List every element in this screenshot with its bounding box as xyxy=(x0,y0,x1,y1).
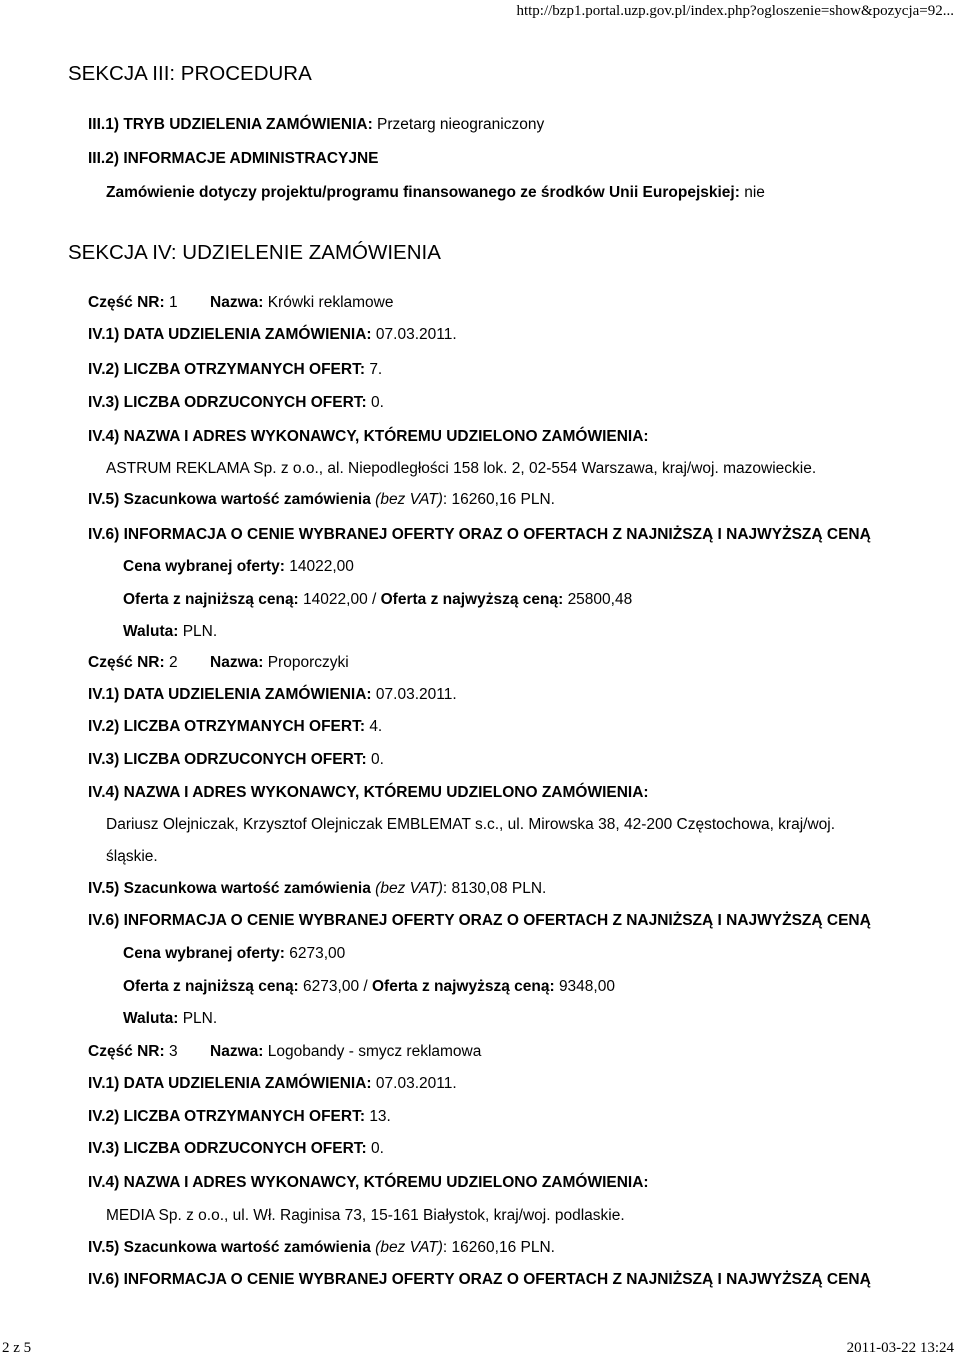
rejected-value: 0. xyxy=(371,751,384,768)
offers-row xyxy=(88,361,382,379)
rejected-row xyxy=(88,394,384,412)
date-label: IV.1) DATA UDZIELENIA ZAMÓWIENIA: xyxy=(88,686,372,703)
lowest-value: 14022,00 xyxy=(303,591,368,608)
value-amount: 8130,08 PLN. xyxy=(451,880,547,897)
currency-value: PLN. xyxy=(182,1010,218,1027)
date-value: 07.03.2011. xyxy=(375,686,457,703)
date-row xyxy=(88,686,457,704)
date-row xyxy=(88,326,457,344)
date-row xyxy=(88,1075,457,1093)
eu-value: nie xyxy=(744,184,765,201)
value-vat: (bez VAT) xyxy=(375,491,443,508)
highest-label: Oferta z najwyższą ceną: xyxy=(380,591,564,608)
rejected-value: 0. xyxy=(371,1140,384,1157)
rejected-label: IV.3) LICZBA ODRZUCONYCH OFERT: xyxy=(88,751,367,768)
offers-row xyxy=(88,1108,391,1126)
page-url-header: http://bzp1.portal.uzp.gov.pl/index.php?ogloszenie=show&pozycja=92... xyxy=(516,3,954,19)
lowest-label: Oferta z najniższą ceną: xyxy=(123,978,299,995)
value-row: IV.5) Szacunkowa wartość zamówienia (bez VAT): 16260,16 PLN. xyxy=(88,491,555,508)
highest-label: Oferta z najwyższą ceną: xyxy=(372,978,555,995)
selected-price-label: Cena wybranej oferty: xyxy=(123,945,285,962)
offers-label: IV.2) LICZBA OTRZYMANYCH OFERT: xyxy=(88,1108,365,1125)
rejected-label: IV.3) LICZBA ODRZUCONYCH OFERT: xyxy=(88,1140,367,1157)
highest-value: 9348,00 xyxy=(558,978,615,995)
price-info-label: IV.6) INFORMACJA O CENIE WYBRANEJ OFERTY ORAZ O OFERTACH Z NAJNIŻSZĄ I NAJWYŻSZĄ CENĄ xyxy=(88,526,871,543)
tryb-value: Przetarg nieograniczony xyxy=(377,116,545,133)
contractor-value-line2: śląskie. xyxy=(106,848,158,865)
czesc-label: Część NR: xyxy=(88,654,165,671)
tryb-label: III.1) TRYB UDZIELENIA ZAMÓWIENIA: xyxy=(88,116,373,133)
selected-price-label: Cena wybranej oferty: xyxy=(123,558,285,575)
highest-value: 25800,48 xyxy=(567,591,633,608)
czesc-label: Część NR: xyxy=(88,1043,165,1060)
contractor-label: IV.4) NAZWA I ADRES WYKONAWCY, KTÓREMU UDZIELONO ZAMÓWIENIA: xyxy=(88,428,649,445)
value-amount: 16260,16 PLN. xyxy=(451,1239,555,1256)
value-amount: 16260,16 PLN. xyxy=(451,491,555,508)
rejected-row xyxy=(88,751,384,769)
contractor-value: ASTRUM REKLAMA Sp. z o.o., al. Niepodległości 158 lok. 2, 02-554 Warszawa, kraj/woj. mazowieckie. xyxy=(106,460,817,477)
offers-row xyxy=(88,718,382,736)
contractor-value-line1: Dariusz Olejniczak, Krzysztof Olejniczak EMBLEMAT s.c., ul. Mirowska 38, 42-200 Częstochowa, kraj/woj. xyxy=(106,816,836,833)
rejected-label: IV.3) LICZBA ODRZUCONYCH OFERT: xyxy=(88,394,367,411)
part-nr: 1 xyxy=(168,294,178,311)
value-row: IV.5) Szacunkowa wartość zamówienia (bez VAT): 8130,08 PLN. xyxy=(88,880,547,897)
offers-label: IV.2) LICZBA OTRZYMANYCH OFERT: xyxy=(88,718,365,735)
value-vat: (bez VAT) xyxy=(375,1239,443,1256)
selected-price-row xyxy=(123,945,345,963)
value-label: IV.5) Szacunkowa wartość zamówienia xyxy=(88,880,371,897)
print-timestamp: 2011-03-22 13:24 xyxy=(846,1340,954,1356)
date-label: IV.1) DATA UDZIELENIA ZAMÓWIENIA: xyxy=(88,326,372,343)
value-row: IV.5) Szacunkowa wartość zamówienia (bez VAT): 16260,16 PLN. xyxy=(88,1239,555,1256)
value-label: IV.5) Szacunkowa wartość zamówienia xyxy=(88,491,371,508)
currency-row xyxy=(123,623,217,641)
date-label: IV.1) DATA UDZIELENIA ZAMÓWIENIA: xyxy=(88,1075,372,1092)
currency-label: Waluta: xyxy=(123,1010,179,1027)
contractor-label: IV.4) NAZWA I ADRES WYKONAWCY, KTÓREMU UDZIELONO ZAMÓWIENIA: xyxy=(88,784,649,801)
eu-label: Zamówienie dotyczy projektu/programu finansowanego ze środków Unii Europejskiej: xyxy=(106,184,740,201)
part-nr: 2 xyxy=(168,654,178,671)
lowest-label: Oferta z najniższą ceną: xyxy=(123,591,299,608)
currency-value: PLN. xyxy=(182,623,218,640)
section-3-title: SEKCJA III: PROCEDURA xyxy=(68,62,312,85)
offers-value: 7. xyxy=(369,361,383,378)
value-label: IV.5) Szacunkowa wartość zamówienia xyxy=(88,1239,371,1256)
offers-value: 13. xyxy=(369,1108,391,1125)
page-number: 2 z 5 xyxy=(2,1340,32,1356)
lowest-value: 6273,00 xyxy=(303,978,360,995)
rejected-row xyxy=(88,1140,384,1158)
low-high-row: Oferta z najniższą ceną: 6273,00 / Oferta z najwyższą ceną: 9348,00 xyxy=(123,978,615,995)
selected-price-value: 14022,00 xyxy=(289,558,354,575)
low-high-row: Oferta z najniższą ceną: 14022,00 / Oferta z najwyższą ceną: 25800,48 xyxy=(123,591,633,608)
value-vat: (bez VAT) xyxy=(375,880,443,897)
date-value: 07.03.2011. xyxy=(375,326,457,343)
info-admin-label: III.2) INFORMACJE ADMINISTRACYJNE xyxy=(88,150,379,167)
contractor-label: IV.4) NAZWA I ADRES WYKONAWCY, KTÓREMU UDZIELONO ZAMÓWIENIA: xyxy=(88,1174,649,1191)
nazwa-label: Nazwa: xyxy=(210,654,264,671)
price-info-label: IV.6) INFORMACJA O CENIE WYBRANEJ OFERTY ORAZ O OFERTACH Z NAJNIŻSZĄ I NAJWYŻSZĄ CENĄ xyxy=(88,1271,871,1288)
part-header xyxy=(88,294,393,312)
tryb-row xyxy=(88,116,544,134)
czesc-label: Część NR: xyxy=(88,294,165,311)
section-4-title: SEKCJA IV: UDZIELENIE ZAMÓWIENIA xyxy=(68,241,441,264)
currency-row xyxy=(123,1010,217,1028)
part-header xyxy=(88,1043,481,1061)
rejected-value: 0. xyxy=(371,394,384,411)
price-info-label: IV.6) INFORMACJA O CENIE WYBRANEJ OFERTY ORAZ O OFERTACH Z NAJNIŻSZĄ I NAJWYŻSZĄ CENĄ xyxy=(88,912,871,929)
part-nr: 3 xyxy=(168,1043,178,1060)
nazwa-label: Nazwa: xyxy=(210,294,264,311)
eu-row xyxy=(106,184,765,202)
date-value: 07.03.2011. xyxy=(375,1075,457,1092)
currency-label: Waluta: xyxy=(123,623,179,640)
nazwa-label: Nazwa: xyxy=(210,1043,264,1060)
part-name: Proporczyki xyxy=(267,654,349,671)
part-header xyxy=(88,654,349,672)
selected-price-row xyxy=(123,558,354,576)
part-name: Logobandy - smycz reklamowa xyxy=(267,1043,482,1060)
offers-value: 4. xyxy=(369,718,383,735)
contractor-value: MEDIA Sp. z o.o., ul. Wł. Raginisa 73, 15-161 Białystok, kraj/woj. podlaskie. xyxy=(106,1207,625,1224)
selected-price-value: 6273,00 xyxy=(289,945,346,962)
offers-label: IV.2) LICZBA OTRZYMANYCH OFERT: xyxy=(88,361,365,378)
part-name: Krówki reklamowe xyxy=(267,294,394,311)
